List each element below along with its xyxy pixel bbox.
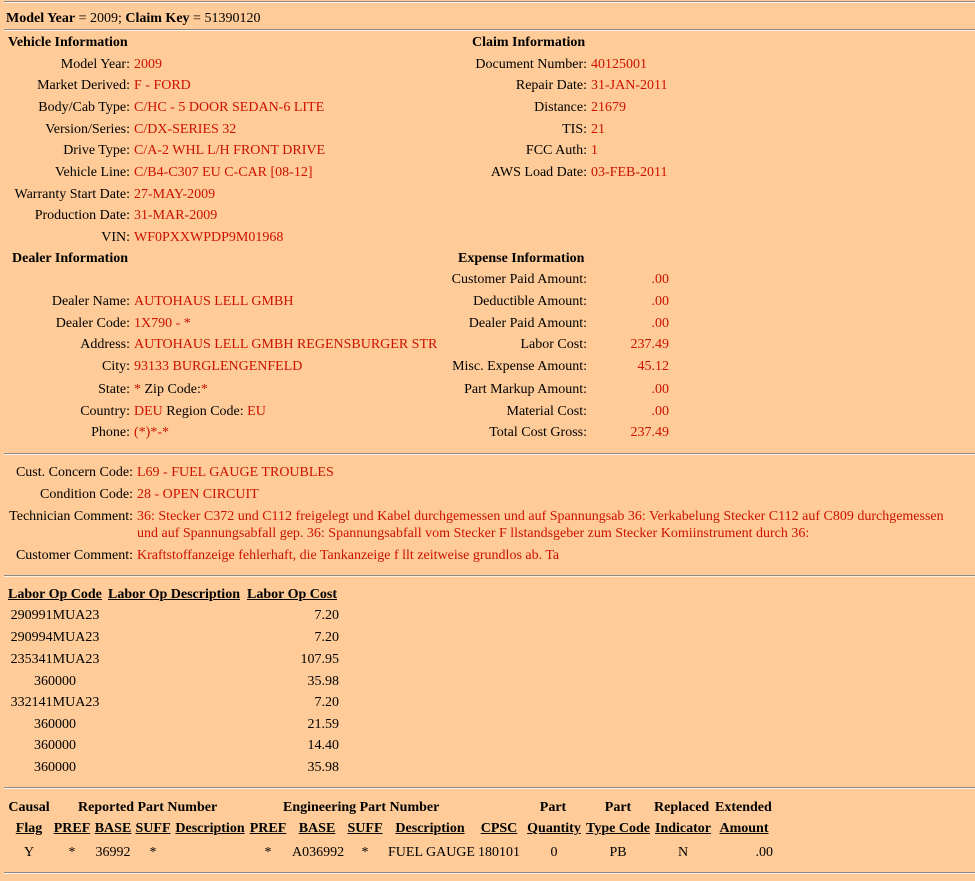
parts-cell-flag: Y xyxy=(23,845,35,860)
vehicle-field-label: Market Derived: xyxy=(37,78,130,93)
expense-field-label: Part Markup Amount: xyxy=(464,382,587,397)
vehicle-field-value: C/B4-C307 EU C-CAR [08-12] xyxy=(134,165,313,180)
claim-field-value: 1 xyxy=(591,143,598,158)
claim-key-label: Claim Key xyxy=(125,11,190,26)
dealer-country-region xyxy=(134,404,266,420)
claim-field-value: 31-JAN-2011 xyxy=(591,78,668,93)
claim-field-value: 03-FEB-2011 xyxy=(591,165,668,180)
vehicle-field-label: Model Year: xyxy=(60,57,130,72)
parts-col-reported-base-text: BASE xyxy=(94,821,132,836)
expense-field-label: Customer Paid Amount: xyxy=(451,272,587,287)
dealer-info-title: Dealer Information xyxy=(12,251,128,266)
section-divider-2 xyxy=(4,575,975,577)
cust-concern-label: Cust. Concern Code: xyxy=(15,465,133,480)
parts-cell-eng-pref: * xyxy=(264,845,272,860)
vehicle-field-label: Version/Series: xyxy=(45,122,130,137)
labor-col-description: Labor Op Description xyxy=(108,587,240,602)
dealer-country-value: DEU xyxy=(134,404,163,419)
dealer-city-label: City: xyxy=(101,359,130,374)
vehicle-field-label: Production Date: xyxy=(34,208,130,223)
claim-field-label: AWS Load Date: xyxy=(490,165,587,180)
parts-top-part-1: Part xyxy=(539,800,567,815)
dealer-city-value: 93133 BURGLENGENFELD xyxy=(134,359,303,374)
customer-comment-value: Kraftstoffanzeige fehlerhaft, die Tankanzeige f llt zeitweise grundlos ab. Ta xyxy=(137,548,560,563)
labor-op-cost: 7.20 xyxy=(314,608,339,623)
condition-code-value: 28 - OPEN CIRCUIT xyxy=(137,487,259,502)
dealer-address-label: Address: xyxy=(80,337,130,352)
expense-field-value: .00 xyxy=(651,316,669,331)
dealer-state-label: State: xyxy=(98,382,130,397)
expense-field-label: Total Cost Gross: xyxy=(489,425,587,440)
top-divider xyxy=(4,1,975,3)
technician-comment-label: Technician Comment: xyxy=(9,509,133,524)
expense-field-value: .00 xyxy=(651,382,669,397)
dealer-code-value: 1X790 - * xyxy=(134,316,191,331)
labor-op-cost: 35.98 xyxy=(307,674,339,689)
claim-field-value: 21 xyxy=(591,122,605,137)
labor-op-code: 235341MUA23 xyxy=(10,652,100,667)
vehicle-field-label: Warranty Start Date: xyxy=(14,187,130,202)
dealer-state-value: * xyxy=(134,382,141,397)
vehicle-field-label: Body/Cab Type: xyxy=(38,100,130,115)
parts-col-amount xyxy=(714,821,774,837)
dealer-phone-value: (*)*-* xyxy=(134,425,169,440)
labor-op-cost: 7.20 xyxy=(314,630,339,645)
technician-comment-line-2: und auf Spannungsabfall gep. 36: Spannungsabfall vom Stecker F llstandsgeber zum Stecker Komiinstrument durch 36: xyxy=(137,526,810,541)
parts-cell-quantity: 0 xyxy=(550,845,558,860)
parts-cell-eng-suff: * xyxy=(361,845,369,860)
parts-cell-eng-base: A036992 xyxy=(292,845,345,860)
parts-top-reported: Reported Part Number xyxy=(78,800,218,815)
dealer-phone-label: Phone: xyxy=(91,425,130,440)
parts-col-quantity-text: Quantity xyxy=(527,821,581,836)
vehicle-field-label: VIN: xyxy=(101,230,130,245)
parts-col-indicator-text: Indicator xyxy=(655,821,711,836)
parts-col-type-code-text: Type Code xyxy=(586,821,650,836)
parts-col-reported-pref xyxy=(52,821,92,837)
claim-field-value: 21679 xyxy=(591,100,626,115)
vehicle-info-title: Vehicle Information xyxy=(8,35,128,50)
labor-op-code: 360000 xyxy=(34,738,76,753)
dealer-region-value: EU xyxy=(247,404,266,419)
claim-field-label: Repair Date: xyxy=(515,78,587,93)
parts-col-eng-base xyxy=(292,821,342,837)
parts-col-flag xyxy=(4,821,54,837)
expense-field-label: Deductible Amount: xyxy=(473,294,587,309)
expense-field-value: 45.12 xyxy=(637,359,669,374)
parts-top-replaced: Replaced xyxy=(654,800,710,815)
parts-col-reported-description xyxy=(174,821,246,837)
parts-col-quantity xyxy=(526,821,582,837)
parts-col-eng-description xyxy=(388,821,472,837)
vehicle-field-value: 31-MAR-2009 xyxy=(134,208,218,223)
dealer-zip-label: Zip Code: xyxy=(144,382,201,397)
expense-field-value: 237.49 xyxy=(630,425,669,440)
expense-field-label: Dealer Paid Amount: xyxy=(468,316,587,331)
parts-col-eng-base-text: BASE xyxy=(298,821,336,836)
parts-top-causal: Causal xyxy=(8,800,50,815)
section-divider-1 xyxy=(4,453,975,455)
parts-col-reported-base xyxy=(94,821,132,837)
claim-field-label: FCC Auth: xyxy=(525,143,587,158)
model-year-header-value: 2009 xyxy=(89,11,118,26)
expense-field-label: Material Cost: xyxy=(506,404,587,419)
labor-op-code: 290994MUA23 xyxy=(10,630,100,645)
section-divider-3 xyxy=(4,787,975,789)
labor-op-code: 360000 xyxy=(34,760,76,775)
parts-col-type-code xyxy=(584,821,652,837)
vehicle-field-value: F - FORD xyxy=(134,78,191,93)
bottom-divider xyxy=(4,872,975,874)
claim-field-value: 40125001 xyxy=(591,57,647,72)
parts-cell-reported-base: 36992 xyxy=(95,845,131,860)
labor-col-code: Labor Op Code xyxy=(8,587,102,602)
parts-top-part-2: Part xyxy=(604,800,632,815)
claim-field-label: TIS: xyxy=(562,122,587,137)
parts-cell-amount: .00 xyxy=(755,845,773,860)
labor-op-code: 332141MUA23 xyxy=(10,695,100,710)
parts-cell-cpsc: 180101 xyxy=(478,845,520,860)
vehicle-field-value: WF0PXXWPDP9M01968 xyxy=(134,230,284,245)
labor-op-cost: 14.40 xyxy=(307,738,339,753)
dealer-state-zip xyxy=(134,382,208,398)
parts-cell-reported-suff: * xyxy=(149,845,157,860)
labor-op-cost: 7.20 xyxy=(314,695,339,710)
claim-field-label: Document Number: xyxy=(475,57,587,72)
dealer-country-label: Country: xyxy=(80,404,130,419)
dealer-region-label: Region Code: xyxy=(166,404,244,419)
dealer-name-value: AUTOHAUS LELL GMBH xyxy=(134,294,294,309)
parts-col-reported-suff xyxy=(134,821,172,837)
labor-op-code: 360000 xyxy=(34,717,76,732)
parts-cell-type-code: PB xyxy=(609,845,627,860)
claim-header: Model Year = 2009; Claim Key = 51390120 xyxy=(6,11,261,26)
dealer-address-value: AUTOHAUS LELL GMBH REGENSBURGER STR xyxy=(134,337,438,352)
cust-concern-value: L69 - FUEL GAUGE TROUBLES xyxy=(137,465,334,480)
parts-col-cpsc-text: CPSC xyxy=(480,821,518,836)
header-divider xyxy=(4,29,975,31)
claim-info-title: Claim Information xyxy=(472,35,586,50)
parts-cell-indicator: N xyxy=(677,845,689,860)
vehicle-field-label: Drive Type: xyxy=(63,143,130,158)
labor-op-code: 360000 xyxy=(34,674,76,689)
expense-field-value: 237.49 xyxy=(630,337,669,352)
parts-cell-reported-pref: * xyxy=(68,845,76,860)
dealer-code-label: Dealer Code: xyxy=(55,316,130,331)
parts-top-engineering: Engineering Part Number xyxy=(283,800,440,815)
vehicle-field-label: Vehicle Line: xyxy=(54,165,130,180)
model-year-header-label: Model Year xyxy=(6,11,76,26)
vehicle-field-value: C/HC - 5 DOOR SEDAN-6 LITE xyxy=(134,100,325,115)
labor-op-cost: 107.95 xyxy=(300,652,339,667)
parts-col-eng-suff-text: SUFF xyxy=(347,821,383,836)
parts-col-amount-text: Amount xyxy=(719,821,769,836)
dealer-name-label: Dealer Name: xyxy=(51,294,130,309)
claim-field-label: Distance: xyxy=(534,100,587,115)
customer-comment-label: Customer Comment: xyxy=(15,548,133,563)
vehicle-field-value: 27-MAY-2009 xyxy=(134,187,216,202)
vehicle-field-value: C/DX-SERIES 32 xyxy=(134,122,237,137)
expense-field-value: .00 xyxy=(651,404,669,419)
expense-field-label: Misc. Expense Amount: xyxy=(452,359,587,374)
parts-col-eng-pref-text: PREF xyxy=(249,821,287,836)
vehicle-field-value: 2009 xyxy=(134,57,162,72)
parts-col-eng-description-text: Description xyxy=(395,821,465,836)
labor-op-cost: 35.98 xyxy=(307,760,339,775)
condition-code-label: Condition Code: xyxy=(40,487,133,502)
parts-col-indicator xyxy=(654,821,712,837)
parts-col-reported-suff-text: SUFF xyxy=(135,821,171,836)
labor-col-cost: Labor Op Cost xyxy=(247,587,337,602)
claim-key-value: 51390120 xyxy=(204,11,261,26)
parts-top-extended: Extended xyxy=(715,800,772,815)
parts-col-eng-pref xyxy=(248,821,288,837)
vehicle-field-value: C/A-2 WHL L/H FRONT DRIVE xyxy=(134,143,326,158)
expense-field-label: Labor Cost: xyxy=(520,337,587,352)
dealer-zip-value: * xyxy=(200,382,208,397)
parts-col-flag-text: Flag xyxy=(15,821,43,836)
expense-field-value: .00 xyxy=(651,294,669,309)
parts-col-cpsc xyxy=(474,821,524,837)
parts-cell-eng-description: FUEL GAUGE xyxy=(388,845,475,860)
parts-col-reported-pref-text: PREF xyxy=(53,821,91,836)
parts-col-reported-description-text: Description xyxy=(175,821,245,836)
labor-op-cost: 21.59 xyxy=(307,717,339,732)
expense-info-title: Expense Information xyxy=(458,251,585,266)
technician-comment-line-1: 36: Stecker C372 und C112 freigelegt und Kabel durchgemessen und auf Spannungsab 36: Verkabelung Stecker C112 auf C809 durchgemessen xyxy=(137,509,944,524)
labor-op-code: 290991MUA23 xyxy=(10,608,100,623)
parts-col-eng-suff xyxy=(344,821,386,837)
expense-field-value: .00 xyxy=(651,272,669,287)
